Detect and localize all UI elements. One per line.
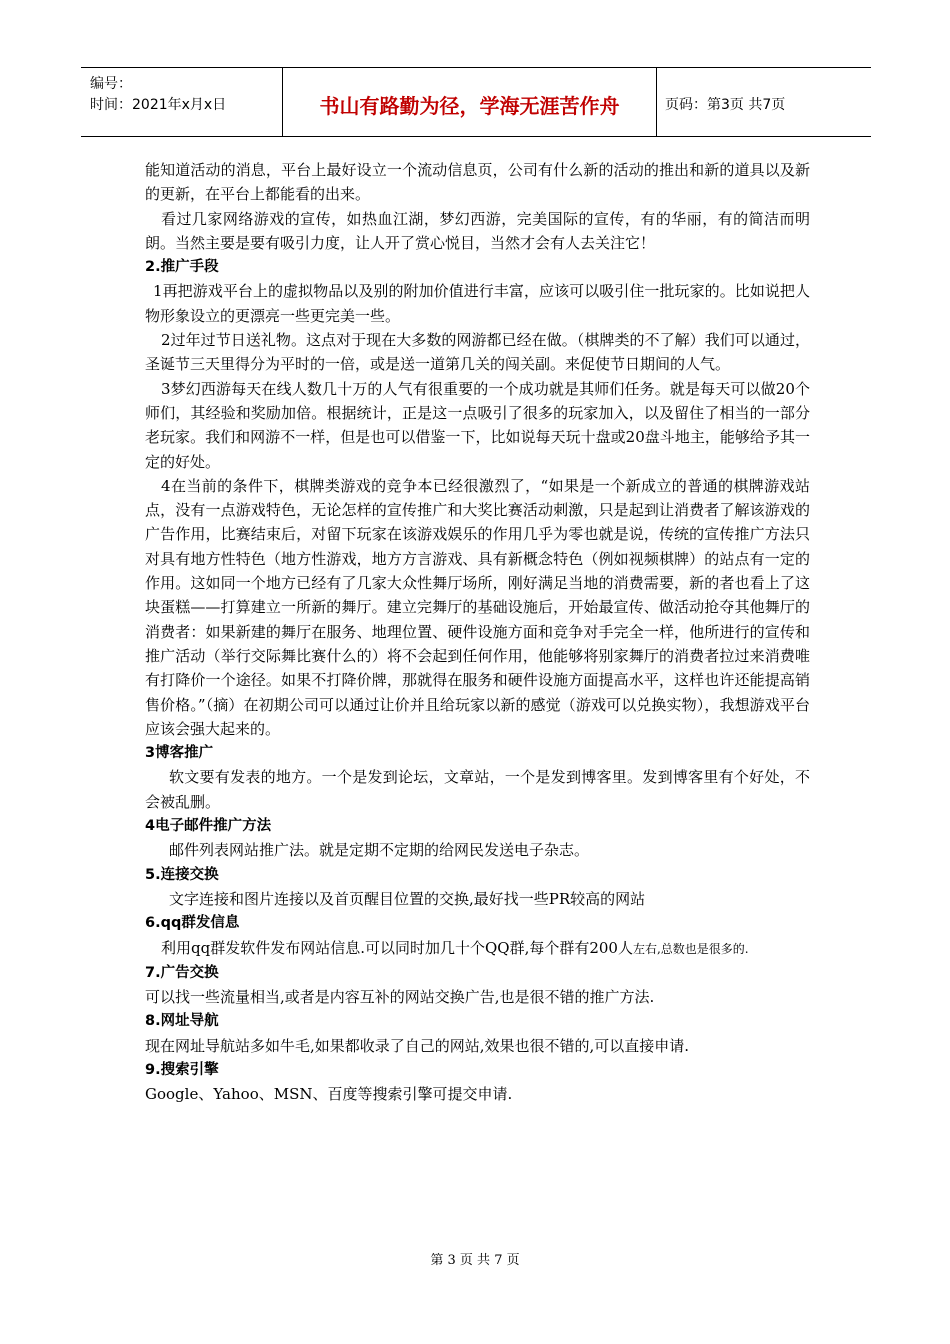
section-heading: 9.搜索引擎 bbox=[145, 1061, 219, 1078]
section-heading: 5.连接交换 bbox=[145, 866, 219, 883]
paragraph: 能知道活动的消息，平台上最好设立一个流动信息页，公司有什么新的活动的推出和新的道具以及新的更新，在平台上都能看的出来。 bbox=[145, 161, 810, 204]
paragraph: 文字连接和图片连接以及首页醒目位置的交换,最好找一些PR较高的网站 bbox=[169, 889, 646, 908]
page-footer: 第 3 页 共 7 页 bbox=[430, 1253, 520, 1268]
paragraph: 软文要有发表的地方。一个是发到论坛，文章站，一个是发到博客里。发到博客里有个好处，不会被乱删。 bbox=[145, 768, 810, 811]
document-date-label: 时间：2021年x月x日 bbox=[90, 97, 227, 113]
paragraph: 2过年过节日送礼物。这点对于现在大多数的网游都已经在做。（棋牌类的不了解）我们可以通过，圣诞节三天里得分为平时的一倍，或是送一道第几关的闯关副。来促使节日期间的人气。 bbox=[145, 331, 810, 374]
paragraph-small: 左右,总数也是很多的. bbox=[632, 941, 749, 956]
paragraph-main: 利用qq群发软件发布网站信息.可以同时加几十个QQ群,每个群有200人 bbox=[161, 938, 633, 957]
header-meta bbox=[81, 68, 283, 136]
paragraph: 现在网址导航站多如牛毛,如果都收录了自己的网站,效果也很不错的,可以直接申请. bbox=[145, 1036, 690, 1055]
paragraph: 1再把游戏平台上的虚拟物品以及别的附加价值进行丰富，应该可以吸引住一批玩家的。比如说把人物形象设立的更漂亮一些更完美一些。 bbox=[145, 282, 810, 325]
document-body bbox=[145, 158, 810, 1107]
section-heading: 6.qq群发信息 bbox=[145, 915, 240, 932]
paragraph: 可以找一些流量相当,或者是内容互补的网站交换广告,也是很不错的推广方法. bbox=[145, 988, 655, 1007]
section-heading: 3博客推广 bbox=[145, 745, 214, 762]
paragraph: 邮件列表网站推广法。就是定期不定期的给网民发送电子杂志。 bbox=[169, 841, 590, 860]
paragraph: 4在当前的条件下，棋牌类游戏的竞争本已经很激烈了，“如果是一个新成立的普通的棋牌游戏站点，没有一点游戏特色，无论怎样的宣传推广和大奖比赛活动刺激，只是起到让消费者了解该游戏的广告作用，比赛结束后，对留下玩家在该游戏娱乐的作用几乎为零也就是说，传统的宣传推广方法只对具有地方性特色（地方性游戏，地方方言游戏、具有新概念特色（例如视频棋牌）的站点有一定的作用。这如同一个地方已经有了几家大众性舞厅场所，刚好满足当地的消费需要，新的者也看上了这块蛋糕——打算建立一所新的舞厅。建立完舞厅的基础设施后，开始最宣传、做活动抢夺其他舞厅的消费者：如果新建的舞厅在服务、地理位置、硬件设施方面和竞争对手完全一样，他所进行的宣传和推广活动（举行交际舞比赛什么的）将不会起到任何作用，他能够将别家舞厅的消费者拉过来消费唯有打降价一个途径。如果不打降价牌，那就得在服务和硬件设施方面提高水平，这样也许还能提高销售价格。”（摘）在初期公司可以通过让价并且给玩家以新的感觉（游戏可以兑换实物），我想游戏平台应该会强大起来的。 bbox=[145, 476, 810, 738]
paragraph: 看过几家网络游戏的宣传，如热血江湖，梦幻西游，完美国际的宣传，有的华丽，有的简洁而明朗。当然主要是要有吸引力度，让人开了赏心悦目，当然才会有人去关注它！ bbox=[145, 209, 810, 252]
header-page-number: 页码：第3页 共7页 bbox=[665, 97, 786, 113]
page-header bbox=[81, 67, 871, 137]
paragraph bbox=[145, 936, 810, 961]
paragraph: 3梦幻西游每天在线人数几十万的人气有很重要的一个成功就是其师们任务。就是每天可以做20个师们，其经验和奖励加倍。根据统计，正是这一点吸引了很多的玩家加入，以及留住了相当的一部分老玩家。我们和网游不一样，但是也可以借鉴一下，比如说每天玩十盘或20盘斗地主，能够给予其一定的好处。 bbox=[145, 379, 810, 471]
paragraph: Google、Yahoo、MSN、百度等搜索引擎可提交申请. bbox=[145, 1085, 513, 1104]
section-heading: 7.广告交换 bbox=[145, 964, 219, 981]
document-number-label: 编号： bbox=[90, 76, 132, 92]
header-motto: 书山有路勤为径，学海无涯苦作舟 bbox=[283, 68, 657, 136]
section-heading: 2.推广手段 bbox=[145, 259, 219, 276]
section-heading: 4电子邮件推广方法 bbox=[145, 818, 272, 835]
section-heading: 8.网址导航 bbox=[145, 1013, 219, 1030]
